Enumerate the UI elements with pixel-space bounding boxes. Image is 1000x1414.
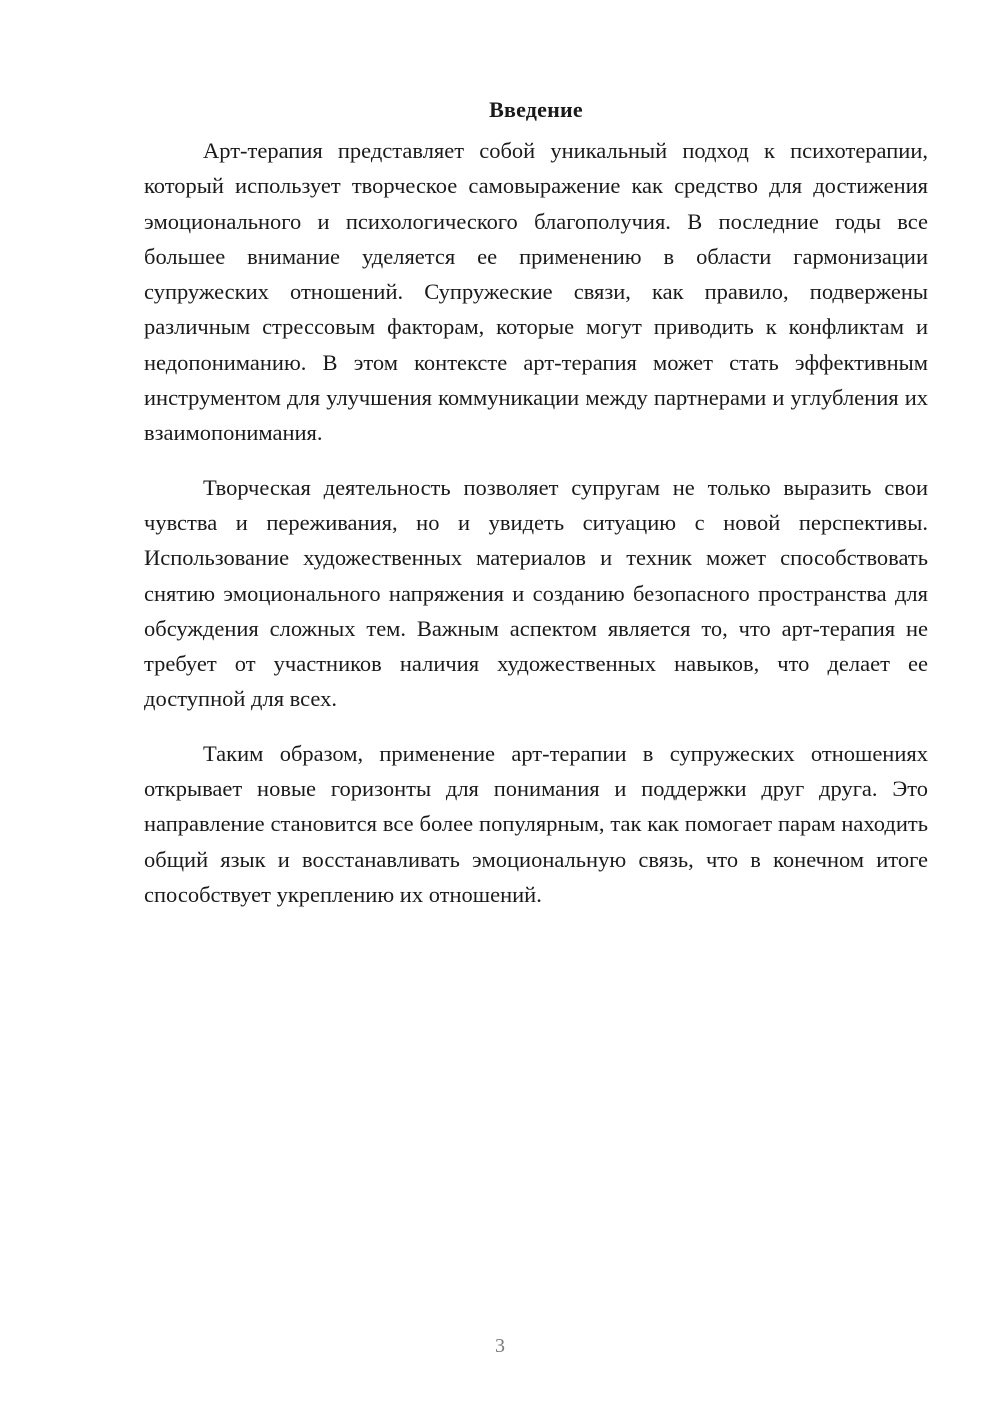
paragraph-1: Арт-терапия представляет собой уникальный подход к психотерапии, который использует творческое самовыражение как средство для достижения эмоционального и психологического благополучия. В последние годы все большее внимание уделяется ее применению в области гармонизации супружеских отношений. Супружеские связи, как правило, подвержены различным стрессовым факторам, которые могут приводить к конфликтам и недопониманию. В этом контексте арт-терапия может стать эффективным инструментом для улучшения коммуникации между партнерами и углубления их взаимопонимания. (144, 138, 928, 446)
page-content (144, 92, 928, 912)
section-title: Введение (489, 97, 583, 122)
paragraph-3: Таким образом, применение арт-терапии в супружеских отношениях открывает новые горизонты для понимания и поддержки друг друга. Это направление становится все более популярным, так как помогает парам находить общий язык и восстанавливать эмоциональную связь, что в конечном итоге способствует укреплению их отношений. (144, 740, 928, 907)
page-number: 3 (495, 1335, 505, 1357)
paragraph-2: Творческая деятельность позволяет супругам не только выразить свои чувства и переживания, но и увидеть ситуацию с новой перспективы. Использование художественных материалов и техник может способствовать снятию эмоционального напряжения и созданию безопасного пространства для обсуждения сложных тем. Важным аспектом является то, что арт-терапия не требует от участников наличия художественных навыков, что делает ее доступной для всех. (144, 474, 928, 712)
